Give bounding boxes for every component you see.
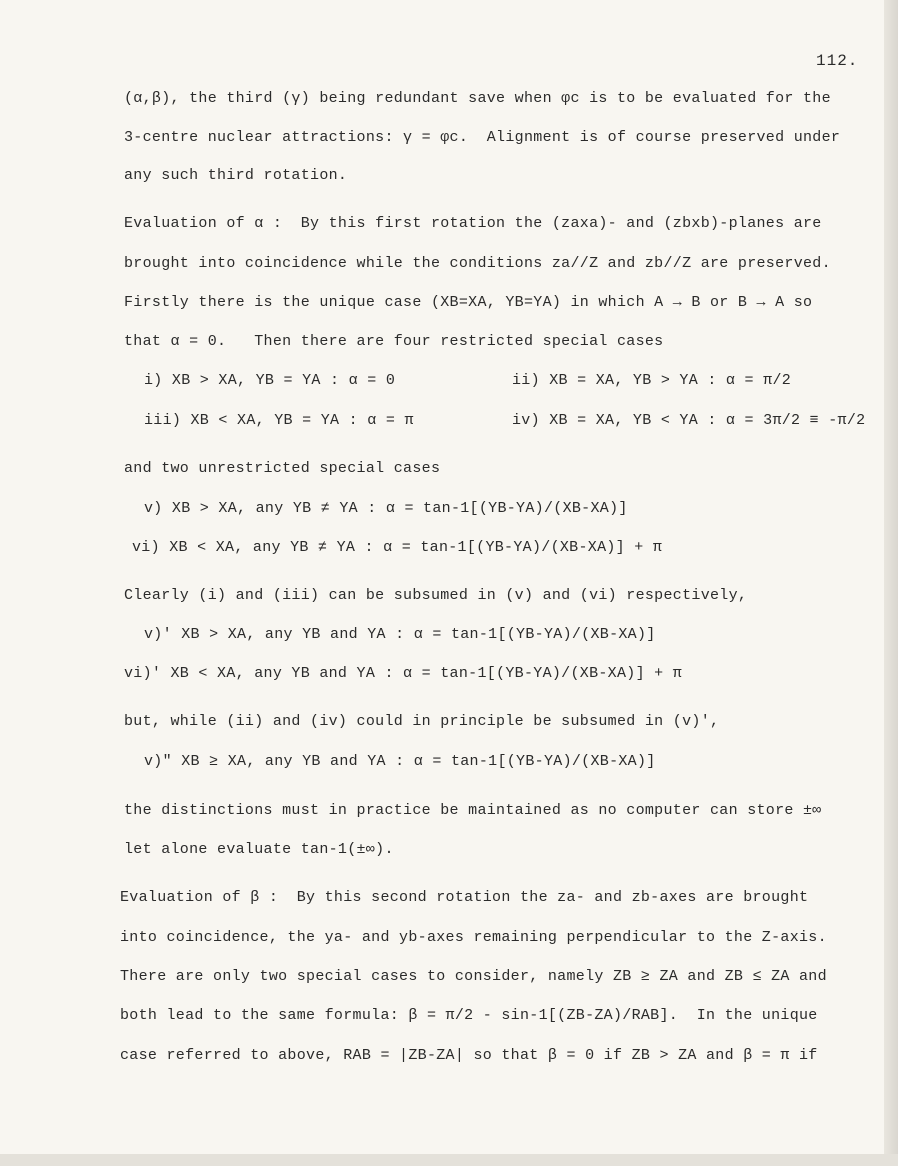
text-line-11: the distinctions must in practice be maintained as no computer can store ±∞ bbox=[124, 802, 822, 819]
text-line-14: into coincidence, the ya- and yb-axes remaining perpendicular to the Z-axis. bbox=[120, 929, 827, 946]
page-bottom-edge bbox=[0, 1154, 898, 1166]
text-line-4: Evaluation of α : By this first rotation the (zaxa)- and (zbxb)-planes are bbox=[124, 215, 822, 232]
case-vi-prime: vi)' XB < XA, any YB and YA : α = tan-1[(YB-YA)/(XB-XA)] + π bbox=[124, 665, 683, 682]
text-line-15: There are only two special cases to consider, namely ZB ≥ ZA and ZB ≤ ZA and bbox=[120, 968, 827, 985]
text-line-7: that α = 0. Then there are four restricted special cases bbox=[124, 333, 664, 350]
case-v: v) XB > XA, any YB ≠ YA : α = tan-1[(YB-YA)/(XB-XA)] bbox=[144, 500, 628, 517]
text-line-10: but, while (ii) and (iv) could in principle be subsumed in (v)', bbox=[124, 713, 720, 730]
text-line-12: let alone evaluate tan-1(±∞). bbox=[124, 841, 394, 858]
text-line-9: Clearly (i) and (iii) can be subsumed in (v) and (vi) respectively, bbox=[124, 587, 748, 604]
case-v-double-prime: v)" XB ≥ XA, any YB and YA : α = tan-1[(YB-YA)/(XB-XA)] bbox=[144, 753, 656, 770]
case-iv: iv) XB = XA, YB < YA : α = 3π/2 ≡ -π/2 bbox=[512, 412, 866, 429]
text-line-16: both lead to the same formula: β = π/2 - sin-1[(ZB-ZA)/RAB]. In the unique bbox=[120, 1007, 818, 1024]
text-line-3: any such third rotation. bbox=[124, 167, 348, 184]
page-edge bbox=[884, 0, 898, 1166]
text-line-17: case referred to above, RAB = |ZB-ZA| so that β = 0 if ZB > ZA and β = π if bbox=[120, 1047, 818, 1064]
page-number: 112. bbox=[816, 52, 859, 70]
text-line-2: 3-centre nuclear attractions: γ = φc. Alignment is of course preserved under bbox=[124, 129, 841, 146]
case-vi: vi) XB < XA, any YB ≠ YA : α = tan-1[(YB-YA)/(XB-XA)] + π bbox=[132, 539, 663, 556]
text-line-5: brought into coincidence while the conditions za//Z and zb//Z are preserved. bbox=[124, 255, 831, 272]
case-i: i) XB > XA, YB = YA : α = 0 bbox=[144, 372, 396, 389]
text-line-1: (α,β), the third (γ) being redundant save when φc is to be evaluated for the bbox=[124, 90, 831, 107]
case-ii: ii) XB = XA, YB > YA : α = π/2 bbox=[512, 372, 792, 389]
case-iii: iii) XB < XA, YB = YA : α = π bbox=[144, 412, 414, 429]
text-line-8: and two unrestricted special cases bbox=[124, 460, 441, 477]
text-line-13: Evaluation of β : By this second rotation the za- and zb-axes are brought bbox=[120, 889, 809, 906]
case-v-prime: v)' XB > XA, any YB and YA : α = tan-1[(YB-YA)/(XB-XA)] bbox=[144, 626, 656, 643]
text-line-6: Firstly there is the unique case (XB=XA, YB=YA) in which A → B or B → A so bbox=[124, 294, 813, 311]
